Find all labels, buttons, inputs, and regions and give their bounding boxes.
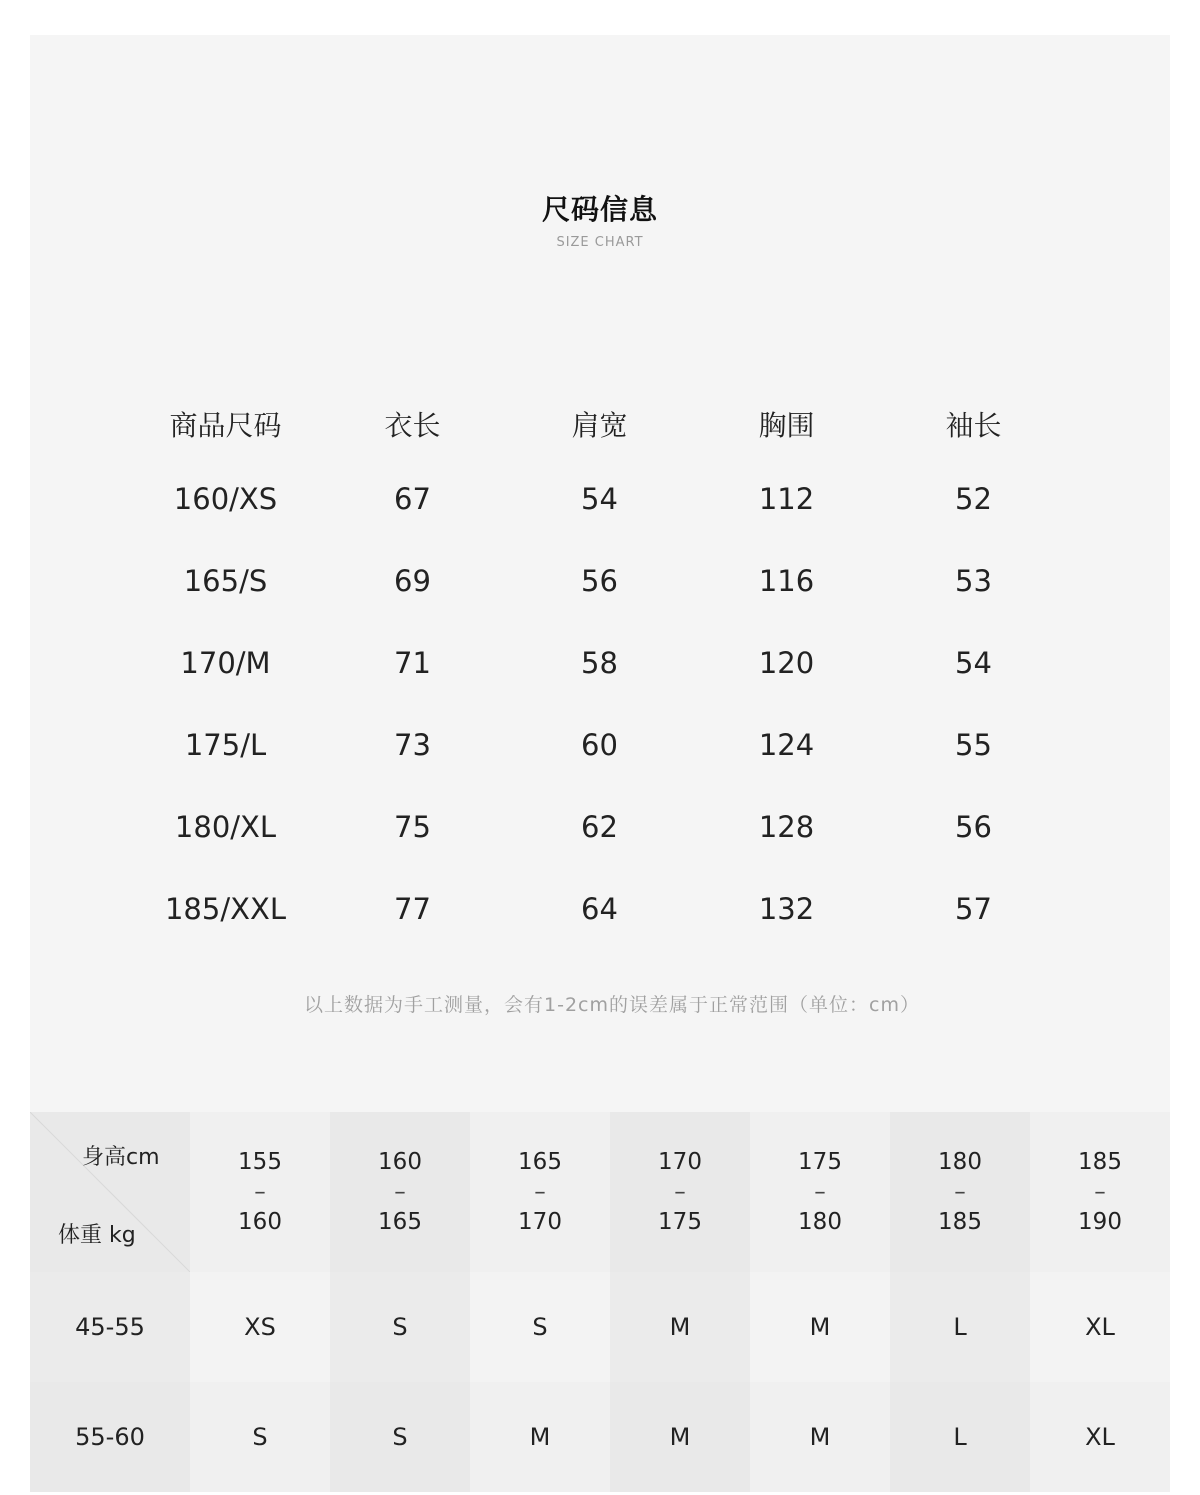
- header-size: 商品尺码: [169, 409, 282, 442]
- height-range-cell: [1030, 1112, 1170, 1272]
- height-range-cell: [190, 1112, 330, 1272]
- range-to: 175: [658, 1209, 702, 1235]
- size-cell: L: [890, 1382, 1030, 1492]
- corner-height-label: 身高cm: [82, 1145, 160, 1170]
- cell-shoulder: 60: [581, 728, 618, 762]
- range-to: 160: [238, 1209, 282, 1235]
- height-range-cell: [610, 1112, 750, 1272]
- size-cell: XL: [1030, 1272, 1170, 1382]
- cell-sleeve: 53: [955, 564, 992, 598]
- cell-chest: 116: [758, 564, 815, 598]
- range-separator: –: [534, 1179, 546, 1205]
- cell-sleeve: 55: [955, 728, 992, 762]
- cell-size: 185/XXL: [164, 892, 286, 926]
- size-table-header: [132, 390, 1068, 458]
- cell-sleeve: 52: [955, 482, 992, 516]
- range-to: 170: [518, 1209, 562, 1235]
- cell-length: 73: [394, 728, 431, 762]
- cell-size: 170/M: [180, 646, 271, 680]
- weight-range-cell: 55-60: [30, 1382, 190, 1492]
- cell-size: 175/L: [184, 728, 267, 762]
- table-row: [30, 1272, 1170, 1382]
- size-recommendation-table: [30, 1112, 1170, 1492]
- range-to: 190: [1078, 1209, 1122, 1235]
- table-row: [132, 540, 1068, 622]
- size-cell: S: [470, 1272, 610, 1382]
- size-cell: M: [470, 1382, 610, 1492]
- cell-shoulder: 62: [581, 810, 618, 844]
- page-subtitle: SIZE CHART: [556, 235, 644, 250]
- table-row: [132, 868, 1068, 950]
- rec-header-row: [30, 1112, 1170, 1272]
- height-range-cell: [890, 1112, 1030, 1272]
- size-cell: S: [190, 1382, 330, 1492]
- range-from: 185: [1078, 1149, 1122, 1175]
- height-range-cell: [750, 1112, 890, 1272]
- size-cell: XS: [190, 1272, 330, 1382]
- cell-size: 180/XL: [174, 810, 277, 844]
- cell-sleeve: 57: [955, 892, 992, 926]
- weight-range-cell: 45-55: [30, 1272, 190, 1382]
- size-cell: M: [610, 1382, 750, 1492]
- corner-weight-label: 体重 kg: [58, 1223, 136, 1248]
- range-separator: –: [674, 1179, 686, 1205]
- range-from: 165: [518, 1149, 562, 1175]
- table-row: [132, 622, 1068, 704]
- range-to: 185: [938, 1209, 982, 1235]
- cell-chest: 128: [758, 810, 815, 844]
- cell-chest: 132: [758, 892, 815, 926]
- size-cell: M: [750, 1382, 890, 1492]
- size-cell: M: [610, 1272, 750, 1382]
- cell-shoulder: 58: [581, 646, 618, 680]
- header-length: 衣长: [384, 409, 441, 442]
- cell-chest: 120: [758, 646, 815, 680]
- header-sleeve: 袖长: [945, 409, 1002, 442]
- header-shoulder: 肩宽: [571, 409, 628, 442]
- range-separator: –: [1094, 1179, 1106, 1205]
- range-separator: –: [814, 1179, 826, 1205]
- range-to: 180: [798, 1209, 842, 1235]
- size-cell: L: [890, 1272, 1030, 1382]
- table-row: [132, 458, 1068, 540]
- page-title: 尺码信息: [541, 193, 658, 226]
- range-from: 180: [938, 1149, 982, 1175]
- size-table: [132, 390, 1068, 950]
- height-range-cell: [330, 1112, 470, 1272]
- size-cell: M: [750, 1272, 890, 1382]
- height-range-cell: [470, 1112, 610, 1272]
- cell-size: 165/S: [183, 564, 268, 598]
- range-from: 160: [378, 1149, 422, 1175]
- range-from: 175: [798, 1149, 842, 1175]
- range-from: 155: [238, 1149, 282, 1175]
- cell-shoulder: 54: [581, 482, 618, 516]
- cell-sleeve: 54: [955, 646, 992, 680]
- table-row: [30, 1382, 1170, 1492]
- cell-shoulder: 56: [581, 564, 618, 598]
- corner-cell: [30, 1112, 190, 1272]
- size-cell: S: [330, 1382, 470, 1492]
- cell-length: 75: [394, 810, 431, 844]
- cell-size: 160/XS: [173, 482, 278, 516]
- cell-length: 67: [394, 482, 431, 516]
- table-row: [132, 704, 1068, 786]
- measurement-note: 以上数据为手工测量，会有1-2cm的误差属于正常范围（单位：cm）: [304, 994, 920, 1016]
- range-separator: –: [254, 1179, 266, 1205]
- cell-sleeve: 56: [955, 810, 992, 844]
- range-separator: –: [954, 1179, 966, 1205]
- size-cell: XL: [1030, 1382, 1170, 1492]
- table-row: [132, 786, 1068, 868]
- range-to: 165: [378, 1209, 422, 1235]
- header-chest: 胸围: [758, 409, 815, 442]
- cell-shoulder: 64: [581, 892, 618, 926]
- range-from: 170: [658, 1149, 702, 1175]
- size-cell: S: [330, 1272, 470, 1382]
- cell-length: 71: [394, 646, 431, 680]
- cell-chest: 124: [758, 728, 815, 762]
- cell-length: 69: [394, 564, 431, 598]
- cell-length: 77: [394, 892, 431, 926]
- cell-chest: 112: [758, 482, 815, 516]
- range-separator: –: [394, 1179, 406, 1205]
